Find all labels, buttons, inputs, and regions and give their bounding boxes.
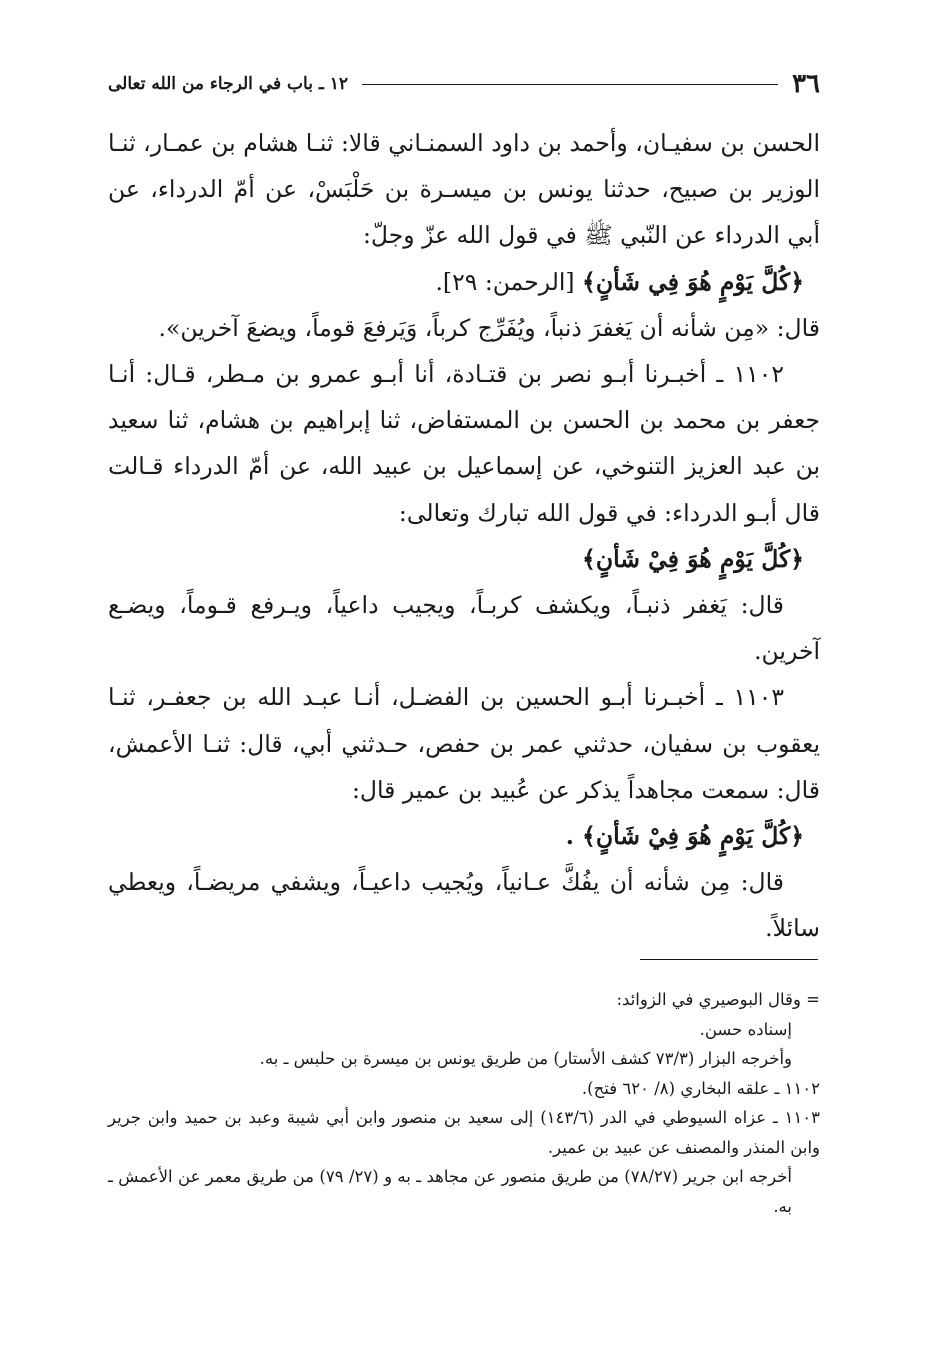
footnote-line: = وقال البوصيري في الزوائد: (616, 990, 820, 1009)
quran-verse-3 (108, 813, 820, 859)
footnote-1102: ١١٠٢ ـ علقه البخاري (٨/ ٦٢٠ فتح). (581, 1078, 820, 1098)
page-number: ٣٦ (792, 69, 820, 99)
footnote-line: أخرجه ابن جرير (٧٨/٢٧) من طريق منصور عن مجاهد ـ به و (٢٧/ ٧٩) من طريق معمر عن الأعمش ـ به. (108, 1167, 792, 1216)
verse-text: ﴿كُلَّ يَوْمٍ هُوَ فِي شَأنٍ﴾ (582, 267, 804, 296)
hadith-1103: ١١٠٣ ـ أخبـرنا أبـو الحسين بن الفضـل، أنـا عبـد الله بن جعفـر، ثنـا يعقوب بن سفيان، حدثني عمر بن حفص، حـدثني أبي، قال: ثنـا الأعمش، قال: سمعت مجاهداً يذكر عن عُبيد بن عمير قال: (108, 683, 820, 804)
hadith-1102: ١١٠٢ ـ أخبـرنا أبـو نصر بن قتـادة، أنا أبـو عمرو بن مـطر، قـال: أنـا جعفر بن محمد بن الحسن بن المستفاض، ثنا إبراهيم بن هشام، ثنا سعيد بن عبد العزيز التنوخي، عن إسماعيل بن عبيد الله، عن أمّ الدرداء قـالت قال أبـو الدرداء: في قول الله تبارك وتعالى: (108, 360, 820, 527)
chapter-title: ١٢ ـ باب في الرجاء من الله تعالى (108, 74, 349, 94)
quran-verse-2 (108, 536, 820, 582)
footnote-1103: ١١٠٣ ـ عزاه السيوطي في الدر (١٤٣/٦) إلى سعيد بن منصور وابن أبي شيبة وعبد بن حميد وابن جرير وابن المنذر والمصنف عن عبيد بن عمير. (108, 1108, 820, 1157)
main-text (108, 120, 820, 952)
quran-verse-1 (108, 259, 820, 305)
verse-text: ﴿كُلَّ يَوْمٍ هُوَ فِيْ شَأنٍ﴾ (582, 544, 804, 573)
footnote-separator (640, 959, 818, 960)
quote-paragraph-2: قال: يَغفر ذنبـاً، ويكشف كربـاً، ويجيب داعياً، ويـرفع قـوماً، ويضـع آخرين. (108, 591, 820, 666)
quote-paragraph-3: قال: مِن شأنه أن يفُكَّ عـانياً، ويُجيب داعيـاً، ويشفي مريضـاً، ويعطي سائلاً. (108, 868, 820, 943)
verse-reference: [الرحمن: ٢٩]. (435, 267, 575, 296)
verse-text: ﴿كُلَّ يَوْمٍ هُوَ فِيْ شَأنٍ﴾ . (565, 822, 804, 851)
running-header (108, 64, 820, 104)
quote-paragraph-1: قال: «مِن شأنه أن يَغفرَ ذنباً، ويُفَرِّج كرباً، وَيَرفعَ قوماً، ويضعَ آخرين». (158, 313, 820, 342)
header-rule (362, 84, 778, 85)
footnotes (108, 985, 820, 1221)
footnote-line: وأخرجه البزار (٧٣/٣ كشف الأستار) من طريق يونس بن ميسرة بن حلبس ـ به. (259, 1049, 792, 1068)
footnote-line: إسناده حسن. (699, 1019, 792, 1039)
intro-paragraph: الحسن بن سفيـان، وأحمد بن داود السمنـاني قالا: ثنـا هشام بن عمـار، ثنـا الوزير بن صبيح، حدثنا يونس بن ميسـرة بن حَلْبَسْ، عن أمّ الدرداء، عن أبي الدرداء عن النّبي ﷺ في قول الله عزّ وجلّ: (108, 129, 820, 250)
